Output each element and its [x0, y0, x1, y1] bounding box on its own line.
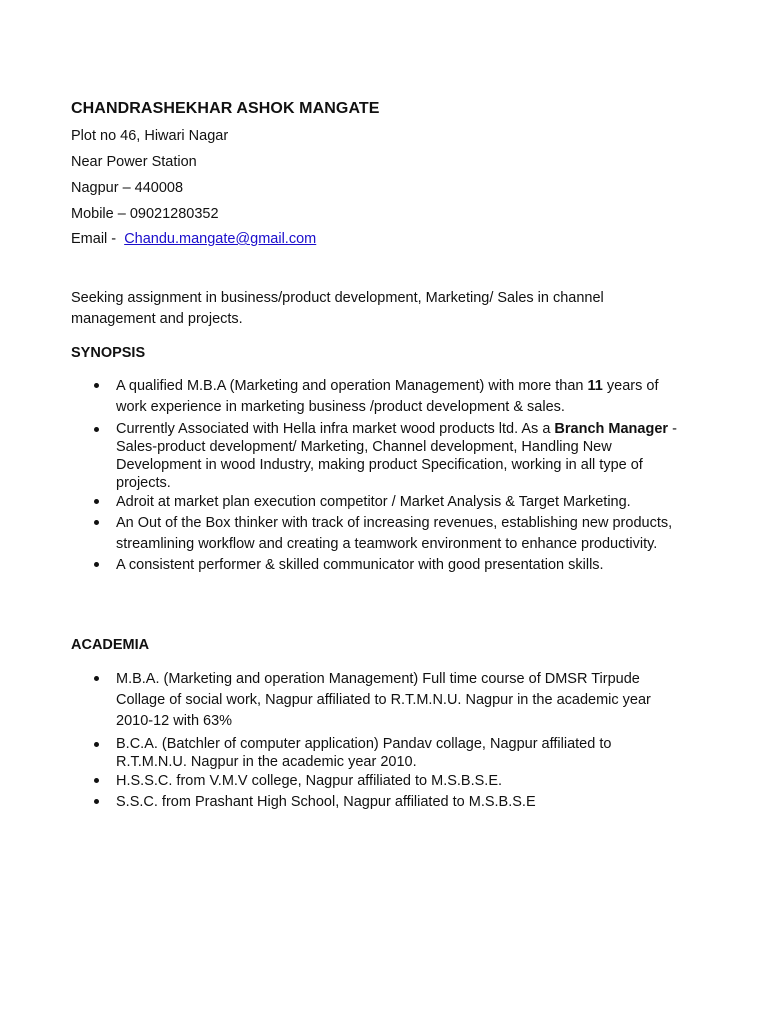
bullet-icon [94, 562, 99, 567]
academia-list [71, 669, 681, 813]
mobile-number: Mobile – 09021280352 [71, 206, 219, 222]
email-label: Email - [71, 231, 121, 247]
list-item: S.S.C. from Prashant High School, Nagpur affiliated to M.S.B.S.E [71, 792, 681, 813]
academia-heading: ACADEMIA [71, 637, 150, 653]
list-item: Currently Associated with Hella infra market wood products ltd. As a Branch Manager - Sales-product development/ Marketing, Channel development, Handling New Development in wood Industry, making product Specification, working in all type of projects. [71, 420, 681, 492]
address-line-2: Near Power Station [71, 154, 197, 170]
bullet-icon [94, 676, 99, 681]
bullet-icon [94, 383, 99, 388]
bullet-icon [94, 427, 99, 432]
email-line [71, 231, 316, 247]
list-item: An Out of the Box thinker with track of increasing revenues, establishing new products, streamlining workflow and creating a teamwork environment to enhance productivity. [71, 513, 681, 555]
synopsis-list [71, 376, 681, 576]
address-line-3: Nagpur – 440008 [71, 180, 184, 196]
email-link[interactable]: Chandu.mangate@gmail.com [124, 231, 317, 247]
career-objective: Seeking assignment in business/product development, Marketing/ Sales in channel management and projects. [71, 290, 604, 327]
bullet-icon [94, 499, 99, 504]
bullet-icon [94, 742, 99, 747]
list-item: M.B.A. (Marketing and operation Management) Full time course of DMSR Tirpude Collage of social work, Nagpur affiliated to R.T.M.N.U. Nagpur in the academic year 2010-12 with 63% [71, 669, 681, 732]
address-line-1: Plot no 46, Hiwari Nagar [71, 128, 229, 144]
candidate-name: CHANDRASHEKHAR ASHOK MANGATE [71, 100, 380, 117]
bullet-icon [94, 799, 99, 804]
synopsis-heading: SYNOPSIS [71, 345, 146, 361]
bullet-icon [94, 520, 99, 525]
bullet-icon [94, 778, 99, 783]
list-item: B.C.A. (Batchler of computer application) Pandav collage, Nagpur affiliated to R.T.M.N.U. Nagpur in the academic year 2010. [71, 735, 681, 771]
list-item: A consistent performer & skilled communicator with good presentation skills. [71, 555, 681, 576]
list-item: A qualified M.B.A (Marketing and operation Management) with more than 11 years of work experience in marketing business /product development & sales. [71, 376, 681, 418]
list-item: H.S.S.C. from V.M.V college, Nagpur affiliated to M.S.B.S.E. [71, 771, 681, 792]
list-item: Adroit at market plan execution competitor / Market Analysis & Target Marketing. [71, 492, 681, 513]
